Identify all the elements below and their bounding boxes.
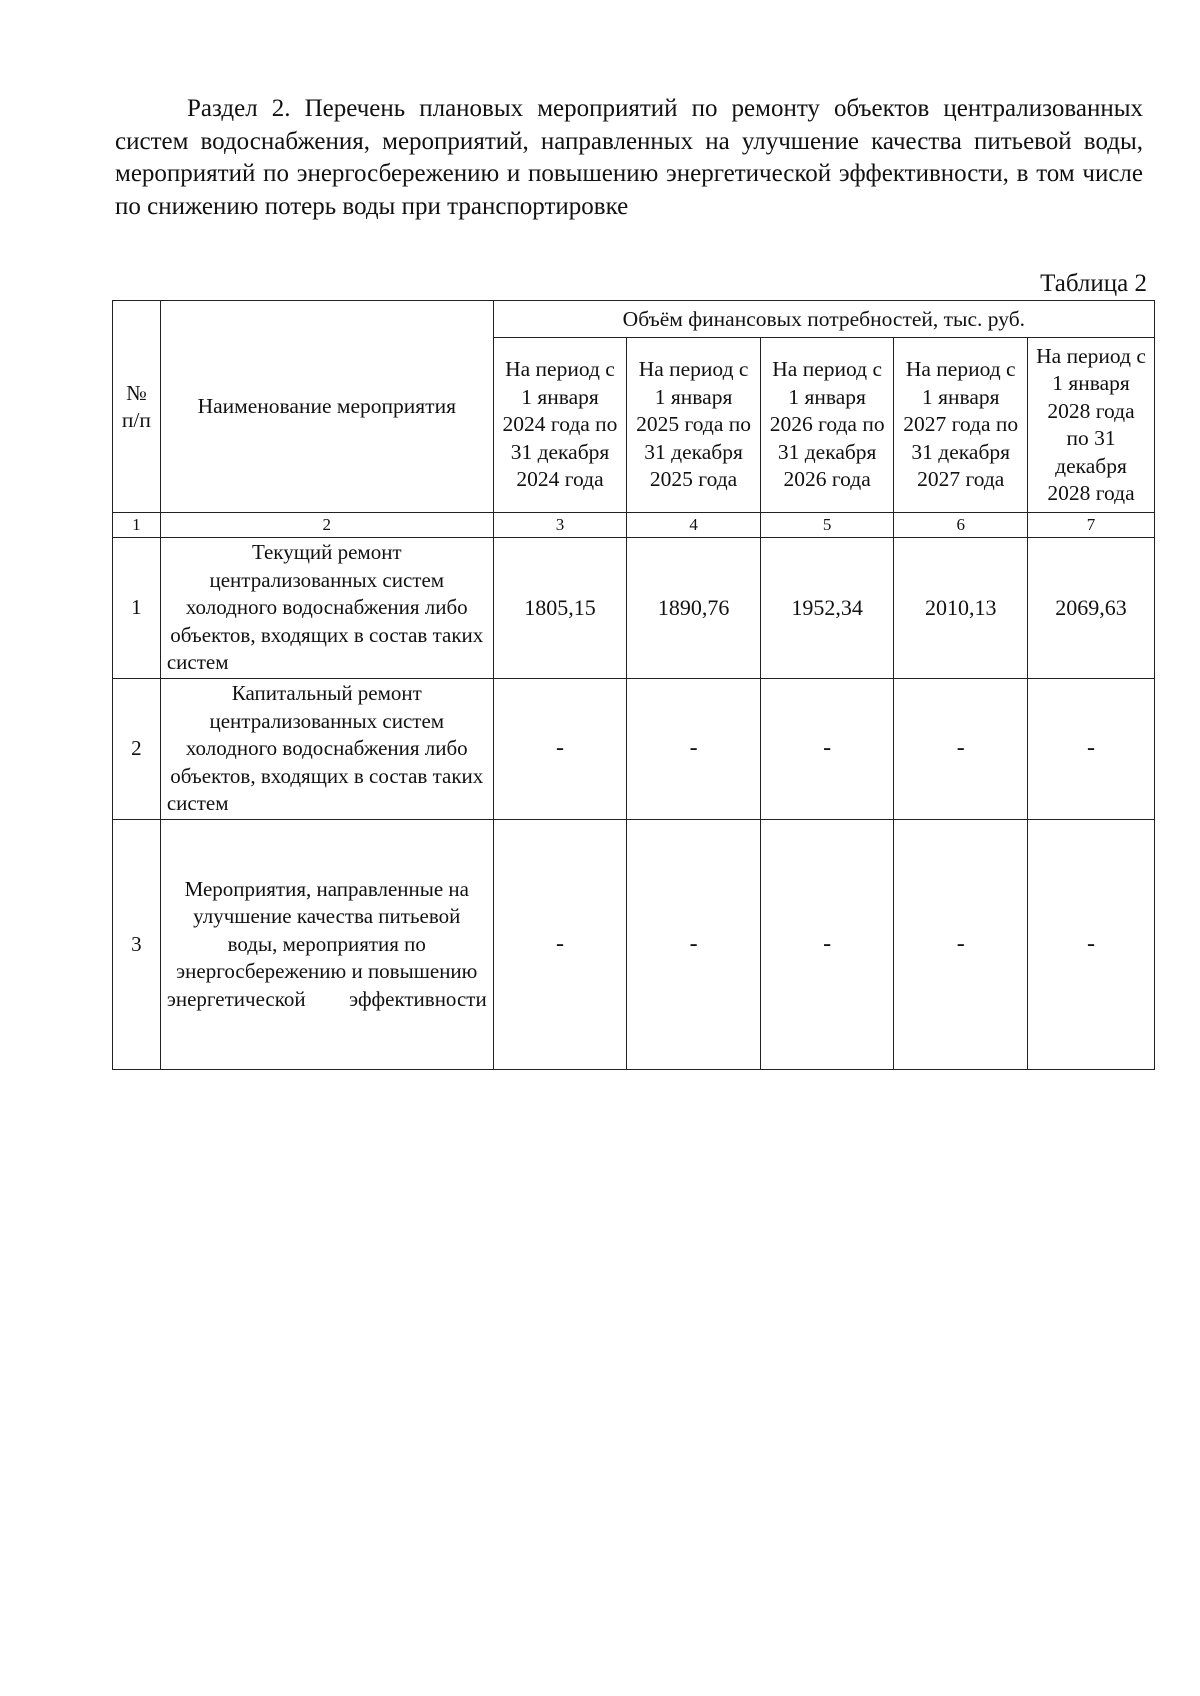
row-number: 3 [113, 820, 161, 1070]
column-number: 6 [894, 513, 1028, 538]
header-period-2025: На период с 1 января 2025 года по 31 декабря 2025 года [627, 338, 761, 513]
header-period-2028: На период с 1 января 2028 года по 31 декабря 2028 года [1028, 338, 1155, 513]
section-heading [115, 93, 1143, 223]
table-caption: Таблица 2 [1040, 270, 1147, 297]
row-value: - [627, 820, 761, 1070]
row-value: - [760, 820, 894, 1070]
column-number: 5 [760, 513, 894, 538]
row-value: - [493, 679, 627, 820]
row-value: - [493, 820, 627, 1070]
row-name: Текущий ремонт централизованных систем холодного водоснабжения либо объектов, входящих в состав таких систем [160, 538, 493, 679]
row-name: Капитальный ремонт централизованных систем холодного водоснабжения либо объектов, входящих в состав таких систем [160, 679, 493, 820]
row-number: 2 [113, 679, 161, 820]
row-value: - [627, 679, 761, 820]
financial-needs-table [112, 300, 1155, 1070]
row-value: 2069,63 [1028, 538, 1155, 679]
row-value: 2010,13 [894, 538, 1028, 679]
header-period-2027: На период с 1 января 2027 года по 31 декабря 2027 года [894, 338, 1028, 513]
column-number: 2 [160, 513, 493, 538]
header-period-2024: На период с 1 января 2024 года по 31 декабря 2024 года [493, 338, 627, 513]
column-number-row [113, 513, 1155, 538]
column-number: 3 [493, 513, 627, 538]
row-value: - [1028, 679, 1155, 820]
row-number: 1 [113, 538, 161, 679]
column-number: 4 [627, 513, 761, 538]
header-row-finance [113, 301, 1155, 338]
table-row [113, 538, 1155, 679]
header-finance: Объём финансовых потребностей, тыс. руб. [493, 301, 1154, 338]
table-row [113, 679, 1155, 820]
row-value: - [894, 820, 1028, 1070]
header-period-2026: На период с 1 января 2026 года по 31 декабря 2026 года [760, 338, 894, 513]
table-row [113, 820, 1155, 1070]
header-no: № п/п [113, 301, 161, 513]
row-value: 1805,15 [493, 538, 627, 679]
row-value: - [894, 679, 1028, 820]
section-heading-text: Раздел 2. Перечень плановых мероприятий по ремонту объектов централизованных систем водоснабжения, мероприятий, направленных на улучшение качества питьевой воды, мероприятий по энергосбережению и повышению энергетической эффективности, в том числе по снижению потерь воды при транспортировке [115, 95, 1143, 220]
row-value: 1952,34 [760, 538, 894, 679]
column-number: 1 [113, 513, 161, 538]
row-name: Мероприятия, направленные на улучшение качества питьевой воды, мероприятия по энергосбережению и повышению энергетической эффективности [160, 820, 493, 1070]
column-number: 7 [1028, 513, 1155, 538]
row-value: 1890,76 [627, 538, 761, 679]
row-value: - [1028, 820, 1155, 1070]
header-name: Наименование мероприятия [160, 301, 493, 513]
row-value: - [760, 679, 894, 820]
